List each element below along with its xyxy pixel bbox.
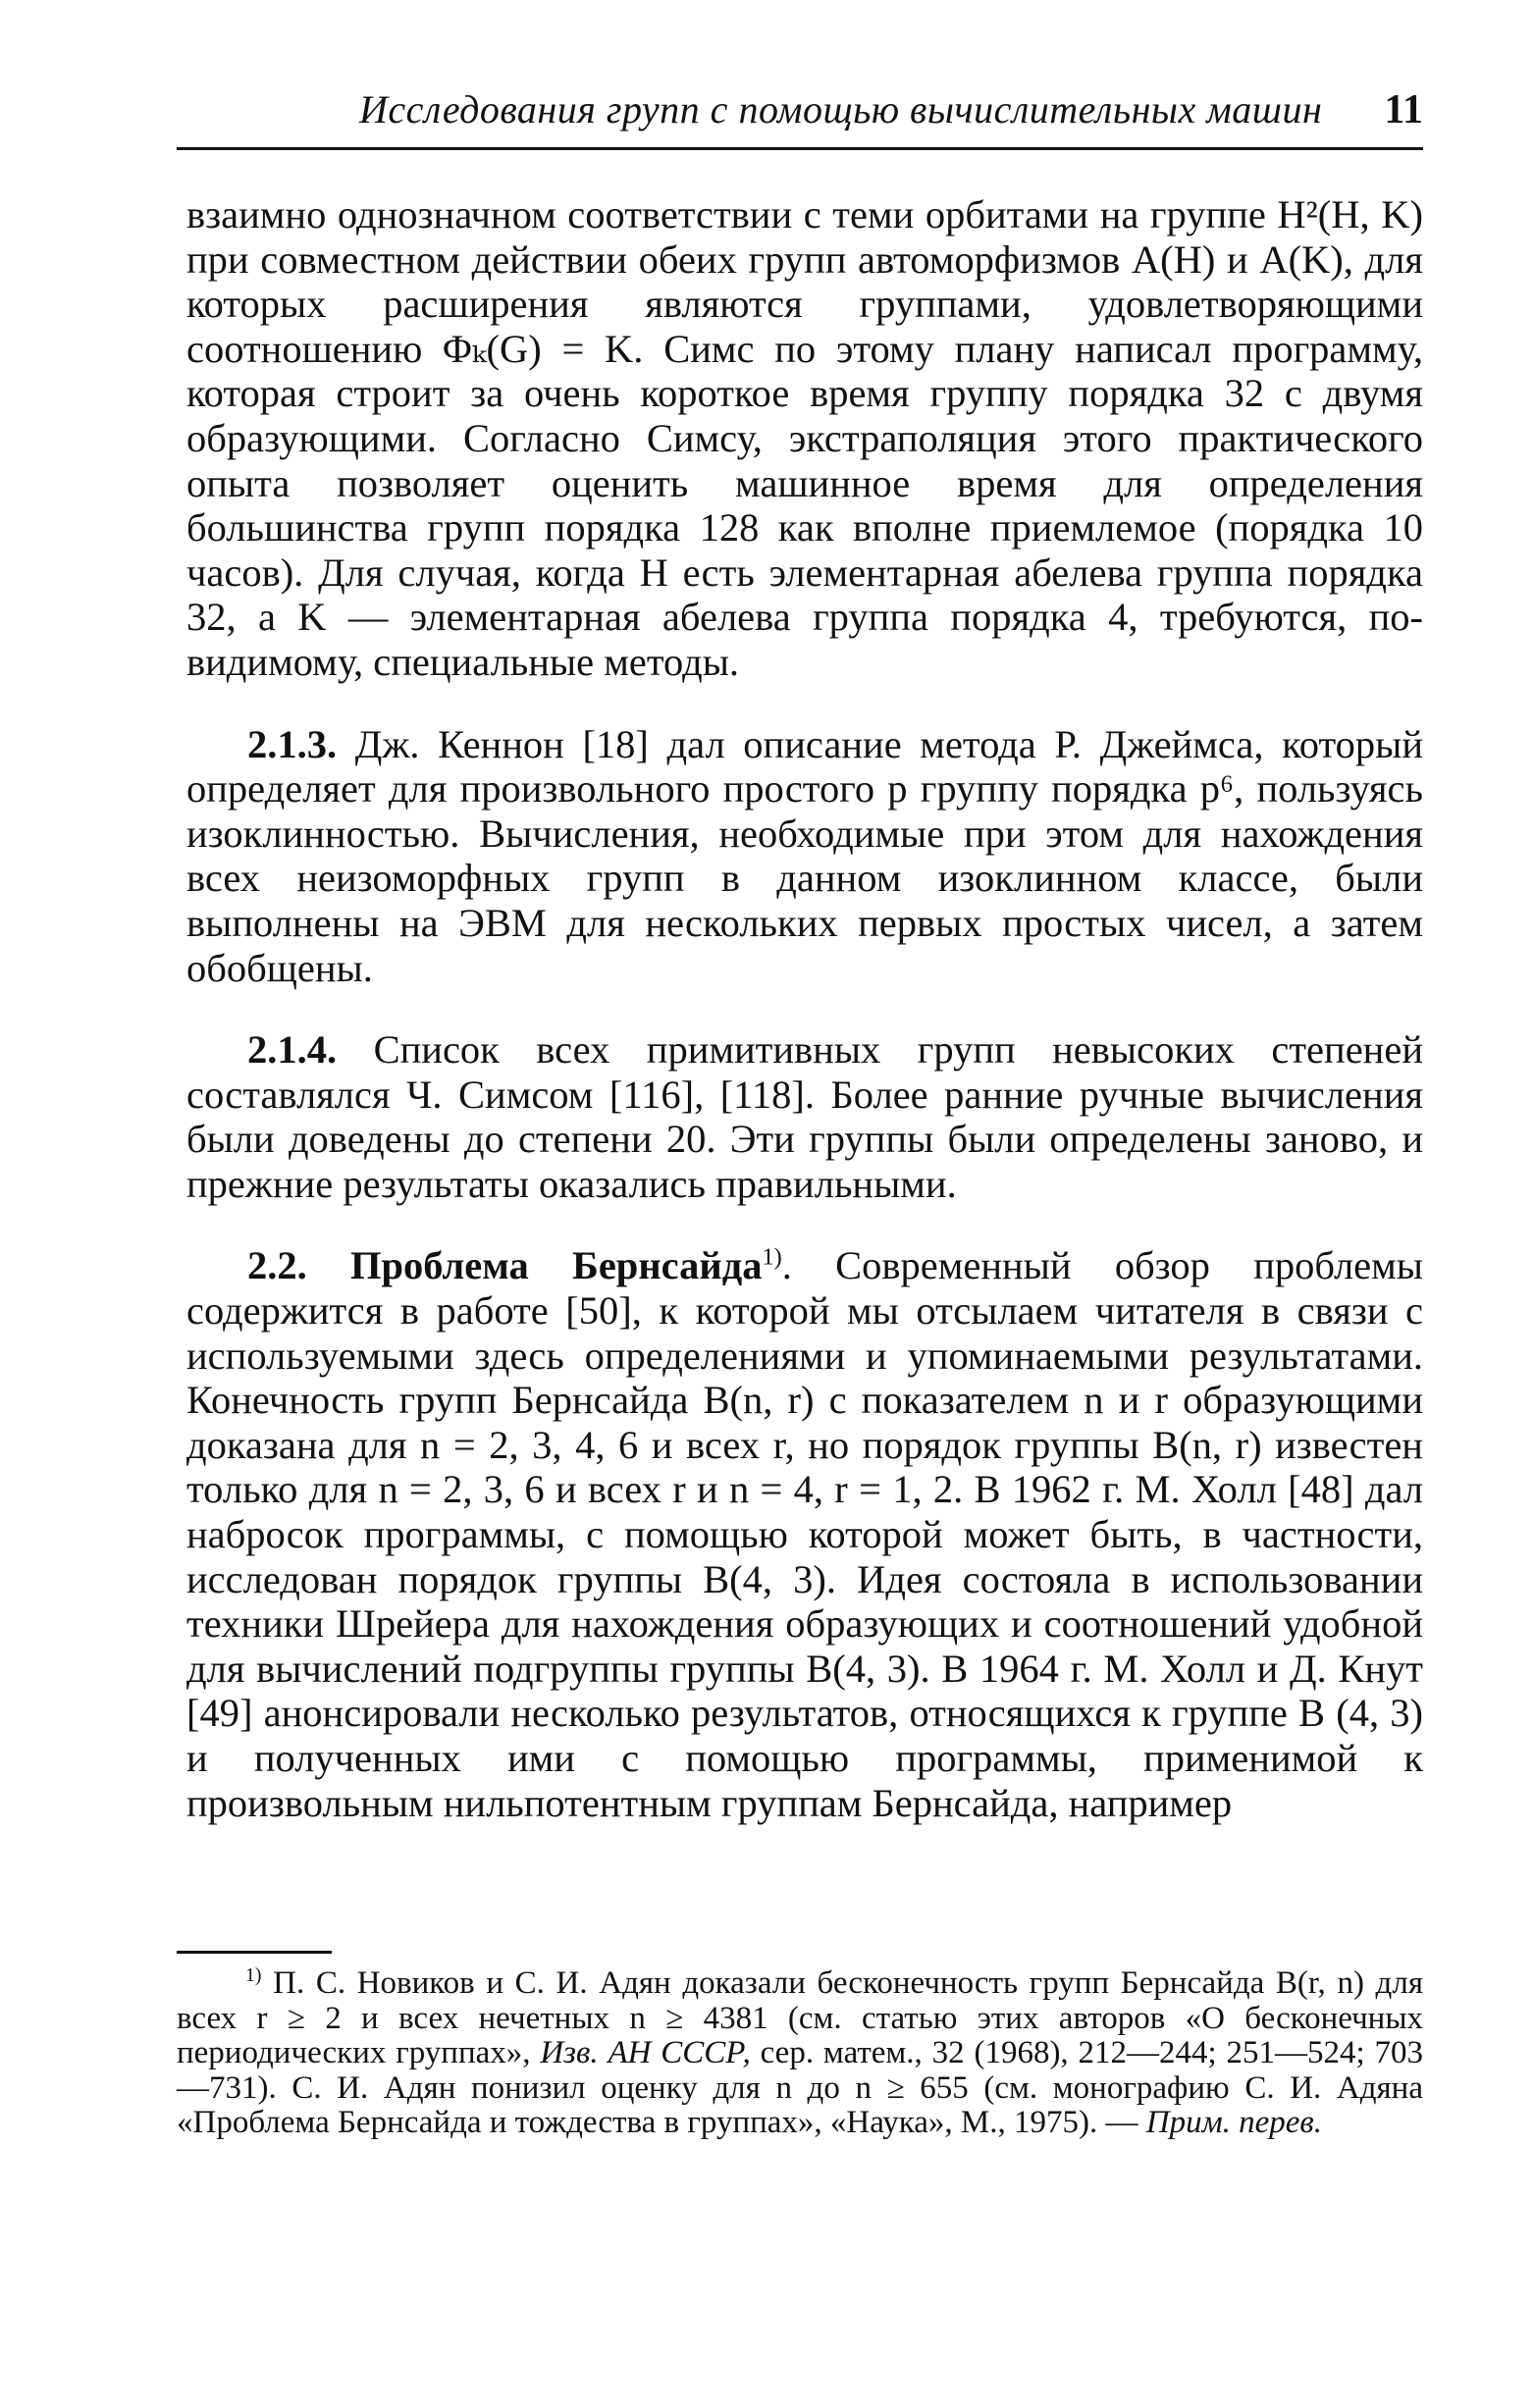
- footnote-mark: 1): [245, 1964, 262, 1986]
- paragraph-text: Список всех примитивных групп невысоких степеней составлялся Ч. Симсом [116], [118]. Более ранние ручные вычисления были доведены до степени 20. Эти группы были определены заново, и прежние результаты оказались правильными.: [186, 1027, 1424, 1206]
- page-number: 11: [1384, 87, 1423, 132]
- footnote-marker: 1): [762, 1243, 782, 1271]
- paragraph-text: Дж. Кеннон [18] дал описание метода Р. Джеймса, который определяет для произвольного простого p группу порядка p⁶, пользуясь изоклинностью. Вычисления, необходимые при этом для нахождения всех неизоморфных групп в данном изоклинном классе, были выполнены на ЭВМ для нескольких первых простых чисел, а затем обобщены.: [186, 721, 1423, 990]
- main-text: [186, 192, 1423, 1825]
- running-head: [177, 86, 1423, 155]
- paragraph-2-1-3: [186, 722, 1423, 991]
- footnote-rule: [177, 1951, 332, 1954]
- section-2-2: [186, 1243, 1423, 1825]
- paragraph-number: 2.1.4.: [247, 1027, 338, 1073]
- section-number: 2.2.: [247, 1243, 307, 1288]
- footnote: [177, 1966, 1423, 2141]
- footnote-text-a: П. С. Новиков и С. И. Адян доказали бесконечность групп Бернсайда B(r, n) для всех r ≥ 2 и всех нечетных n ≥ 4381 (см. статью этих авторов «О бесконечных периодических группах»,: [177, 1965, 1423, 2070]
- header-rule: [177, 147, 1423, 150]
- running-title: Исследования групп с помощью вычислительных машин: [359, 87, 1323, 131]
- paragraph-2-1-4: [186, 1027, 1423, 1206]
- paragraph-text: взаимно однозначном соответствии с теми орбитами на группе H²(H, K) при совместном действии обеих групп автоморфизмов A(H) и A(K), для которых расширения являются группами, удовлетворяющими соотношению Φₖ(G) = K. Симс по этому плану написал программу, которая строит за очень короткое время группу порядка 32 с двумя образующими. Согласно Симсу, экстраполяция этого практического опыта позволяет оценить машинное время для определения большинства групп порядка 128 как вполне приемлемое (порядка 10 часов). Для случая, когда H есть элементарная абелева группа порядка 32, а K — элементарная абелева группа порядка 4, требуются, по-видимому, специальные методы.: [186, 192, 1423, 684]
- section-title: Проблема Бернсайда: [350, 1243, 763, 1288]
- translator-note: Прим. перев.: [1145, 2105, 1322, 2140]
- footnote-journal: Изв. АН СССР,: [540, 2035, 751, 2070]
- footnote-paragraph: [177, 1966, 1423, 2141]
- footnote-text-b: сер. матем., 32 (1968), 212—244; 251—524; 703—731). С. И. Адян понизил оценку для n до n ≥ 655 (см. монографию С. И. Адяна «Проблема Бернсайда и тождества в группах», «Наука», М., 1975). —: [177, 2035, 1423, 2140]
- paragraph-text: . Современный обзор проблемы содержится в работе [50], к которой мы отсылаем читателя в связи с используемыми здесь определениями и упоминаемыми результатами. Конечность групп Бернсайда B(n, r) с показателем n и r образующими доказана для n = 2, 3, 4, 6 и всех r, но порядок группы B(n, r) известен только для n = 2, 3, 6 и всех r и n = 4, r = 1, 2. В 1962 г. М. Холл [48] дал набросок программы, с помощью которой может быть, в частности, исследован порядок группы B(4, 3). Идея состояла в использовании техники Шрейера для нахождения образующих и соотношений удобной для вычислений подгруппы группы B(4, 3). В 1964 г. М. Холл и Д. Кнут [49] анонсировали несколько результатов, относящихся к группе B (4, 3) и полученных ими с помощью программы, применимой к произвольным нильпотентным группам Бернсайда, например: [186, 1243, 1423, 1825]
- paragraph-continuation: [186, 192, 1423, 685]
- paragraph-number: 2.1.3.: [247, 721, 338, 766]
